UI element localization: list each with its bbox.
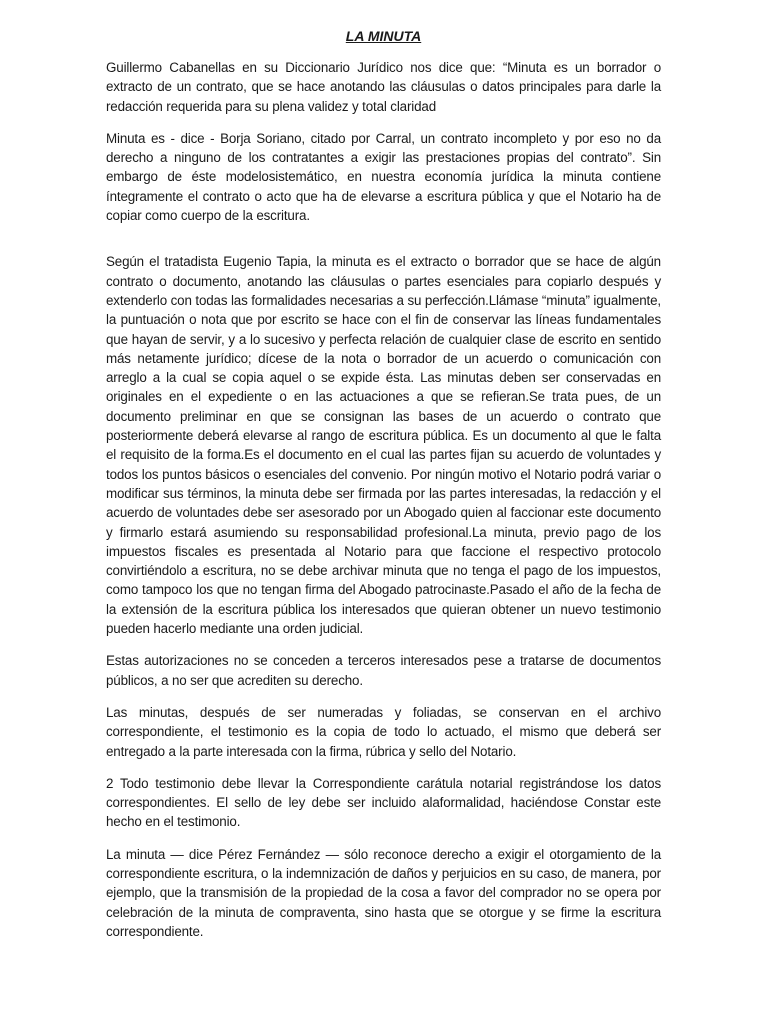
paragraph-testimonio: 2 Todo testimonio debe llevar la Correspondiente carátula notarial registrándose los datos correspondientes. El sello de ley debe ser incluido alaformalidad, haciéndose Constar este hecho en el testimonio. xyxy=(106,775,661,830)
document-page xyxy=(106,26,661,954)
paragraph-borja-soriano: Minuta es - dice - Borja Soriano, citado por Carral, un contrato incompleto y por eso no da derecho a ninguno de los contratantes a exigir las prestaciones propias del contrato”. Sin embargo de éste modelosistemático, en nuestra economía jurídica la minuta contiene íntegramente el contrato o acto que ha de elevarse a escritura pública y que el Notario ha de copiar como cuerpo de la escritura. xyxy=(106,130,661,224)
paragraph-eugenio-tapia: Según el tratadista Eugenio Tapia, la minuta es el extracto o borrador que se hace de algún contrato o documento, anotando las cláusulas o partes esenciales para copiarlo después y extenderlo con todas las formalidades necesarias a su perfección.Llámase “minuta” igualmente, la puntuación o nota que por escrito se hace con el fin de conservar las líneas fundamentales que hayan de servir, y a lo sucesivo y perfecta relación de cualquier clase de escrito en sentido más netamente jurídico; dícese de la nota o borrador de un acuerdo o comunicación con arreglo a la cual se copia aquel o se expide ésta. Las minutas deben ser conservadas en originales en el expediente o en las actuaciones a que se refieran.Se trata pues, de un documento preliminar en que se consignan las bases de un acuerdo o contrato que posteriormente deberá elevarse al rango de escritura pública. Es un documento al que le falta el requisito de la forma.Es el documento en el cual las partes fijan su acuerdo de voluntades y todos los puntos básicos o esenciales del convenio. Por ningún motivo el Notario podrá variar o modificar sus términos, la minuta debe ser firmada por las partes interesadas, la redacción y el acuerdo de voluntades debe ser asesorado por un Abogado quien al faccionar este documento y firmarlo estará asumiendo su responsabilidad profesional.La minuta, previo pago de los impuestos fiscales es presentada al Notario para que faccione el respectivo protocolo convirtiéndolo a escritura, no se debe archivar minuta que no tenga el pago de los impuestos, como tampoco los que no tengan firma del Abogado patrocinaste.Pasado el año de la fecha de la extensión de la escritura pública los interesados que quieran obtener un nuevo testimonio pueden hacerlo mediante una orden judicial. xyxy=(106,254,661,637)
document-title: LA MINUTA xyxy=(345,28,422,44)
paragraph-autorizaciones: Estas autorizaciones no se conceden a terceros interesados pese a tratarse de documentos públicos, a no ser que acrediten su derecho. xyxy=(106,653,661,688)
paragraph-cabanellas: Guillermo Cabanellas en su Diccionario Jurídico nos dice que: “Minuta es un borrador o extracto de un contrato, que se hace anotando las cláusulas o datos principales para darle la redacción requerida para su plena validez y total claridad xyxy=(106,60,661,114)
paragraph-perez-fernandez: La minuta — dice Pérez Fernández — sólo reconoce derecho a exigir el otorgamiento de la correspondiente escritura, o la indemnización de daños y perjuicios en su caso, de manera, por ejemplo, que la transmisión de la propiedad de la cosa a favor del comprador no se opera por celebración de la minuta de compraventa, sino hasta que se otorgue y se firme la escritura correspondiente. xyxy=(106,846,661,939)
paragraph-minutas-archivo: Las minutas, después de ser numeradas y foliadas, se conservan en el archivo correspondiente, el testimonio es la copia de todo lo actuado, el mismo que deberá ser entregado a la parte interesada con la firma, rúbrica y sello del Notario. xyxy=(106,704,661,759)
